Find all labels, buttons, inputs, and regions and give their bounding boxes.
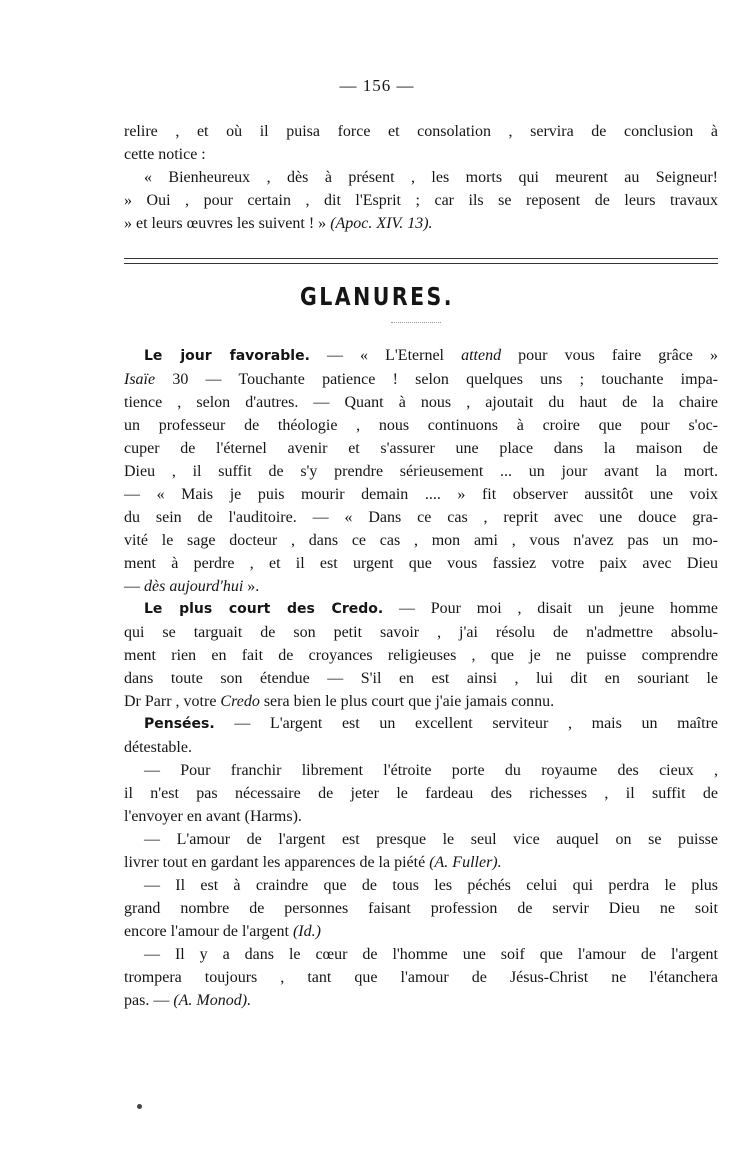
p1-line-1a: — « L'Eternel: [309, 347, 462, 364]
p2-line-4: dans toute son étendue — S'il en est ainsi , lui dit en souriant le: [124, 670, 718, 687]
thought-5-line-2: trompera toujours , tant que l'amour de Jésus-Christ ne l'étanchera: [124, 969, 718, 986]
thought-5-citation: (A. Monod).: [173, 992, 252, 1009]
p3-line-1: [124, 712, 718, 736]
p1-line-11: [124, 575, 718, 598]
p1-line-6: Dieu , il suffit de s'y prendre sérieusement ... un jour avant la mort.: [124, 463, 718, 480]
p2-line-5b: Credo: [220, 693, 260, 710]
paragraph-jour-favorable: [124, 344, 718, 598]
thought-4-citation: (Id.): [292, 923, 321, 940]
p1-line-11a: —: [124, 578, 144, 595]
intro-paragraph: [124, 120, 718, 235]
p3-line-2: détestable.: [124, 739, 192, 756]
p2-line-5c: sera bien le plus court que j'aie jamais connu.: [259, 693, 555, 710]
intro-citation: (Apoc. XIV. 13).: [330, 215, 433, 232]
thought-5-line-1: — Il y a dans le cœur de l'homme une soif que l'amour de l'argent: [144, 946, 718, 963]
thought-3-line-1: — L'amour de l'argent est presque le seul vice auquel on se puisse: [144, 831, 718, 848]
p2-line-3: ment rien en fait de croyances religieuses , que je ne puisse comprendre: [124, 647, 718, 664]
p1-line-2b: 30 — Touchante patience ! selon quelques uns ; touchante impa-: [155, 371, 718, 388]
intro-line-5: [124, 212, 718, 235]
p1-line-7: — « Mais je puis mourir demain .... » fit observer aussitôt une voix: [124, 486, 718, 503]
p1-line-8: du sein de l'auditoire. — « Dans ce cas , reprit avec une douce gra-: [124, 509, 718, 526]
double-rule-bottom: [124, 263, 718, 264]
p3-line-1-text: — L'argent est un excellent serviteur , mais un maître: [214, 715, 718, 732]
p1-line-2a: Isaïe: [124, 371, 156, 388]
p2-line-5a: Dr Parr , votre: [124, 693, 221, 710]
thought-2-line-2: il n'est pas nécessaire de jeter le fardeau des richesses , il suffit de: [124, 785, 718, 802]
title-ornament: [391, 322, 441, 323]
intro-line-3: « Bienheureux , dès à présent , les morts qui meurent au Seigneur!: [144, 169, 718, 186]
p1-line-4: un professeur de théologie , nous continuons à croire que pour s'oc-: [124, 417, 718, 434]
p1-line-11c: ».: [243, 578, 260, 595]
intro-quote-end: » et leurs œuvres les suivent ! »: [124, 215, 331, 232]
thought-2-line-3: l'envoyer en avant (Harms).: [124, 808, 302, 825]
section-title: GLANURES.: [299, 282, 455, 311]
double-rule-top: [124, 258, 718, 259]
p2-heading: Le plus court des Credo.: [144, 601, 384, 617]
page-number: — 156 —: [339, 76, 415, 95]
p1-line-10: ment à perdre , et il est urgent que vous fassiez votre paix avec Dieu: [124, 555, 718, 572]
intro-line-4: » Oui , pour certain , dit l'Esprit ; car ils se reposent de leurs travaux: [124, 192, 718, 209]
thought-4-line-1: — Il est à craindre que de tous les péchés celui qui perdra le plus: [144, 877, 718, 894]
p1-line-1: [124, 344, 718, 368]
thought-5-line-3a: pas. —: [124, 992, 174, 1009]
p2-line-1: [124, 597, 718, 621]
thought-2-line-1: — Pour franchir librement l'étroite porte du royaume des cieux ,: [144, 762, 718, 779]
ink-speck: [137, 1104, 142, 1109]
p1-line-9: vité le sage docteur , dans ce cas , mon ami , vous n'avez pas un mo-: [124, 532, 718, 549]
p1-line-11b: dès aujourd'hui: [144, 578, 244, 595]
thought-4-line-2: grand nombre de personnes faisant profession de servir Dieu ne soit: [124, 900, 718, 917]
p2-line-1-text: — Pour moi , disait un jeune homme: [383, 600, 718, 617]
p1-line-1c: pour vous faire grâce »: [501, 347, 718, 364]
intro-line-2: cette notice :: [124, 146, 206, 163]
p1-line-5: cuper de l'éternel avenir et s'assurer une place dans la maison de: [124, 440, 718, 457]
paragraph-plus-court-credo: [124, 597, 718, 713]
p2-line-5: [124, 690, 718, 713]
thought-4-line-3: [124, 920, 718, 943]
p1-line-1b: attend: [461, 347, 502, 364]
p1-line-2: [124, 368, 718, 391]
p3-heading: Pensées.: [144, 716, 215, 732]
p1-heading: Le jour favorable.: [144, 348, 310, 364]
thought-4-line-3a: encore l'amour de l'argent: [124, 923, 293, 940]
intro-line-1: relire , et où il puisa force et consolation , servira de conclusion à: [124, 123, 718, 140]
p2-line-2: qui se targuait de son petit savoir , j'ai résolu de n'admettre absolu-: [124, 624, 718, 641]
paragraph-pensees: [124, 712, 718, 1012]
thought-3-line-2a: livrer tout en gardant les apparences de la piété: [124, 854, 430, 871]
thought-3-line-2: [124, 851, 718, 874]
thought-5-line-3: [124, 989, 718, 1012]
p1-line-3: tience , selon d'autres. — Quant à nous , ajoutait du haut de la chaire: [124, 394, 718, 411]
thought-3-citation: (A. Fuller).: [429, 854, 502, 871]
